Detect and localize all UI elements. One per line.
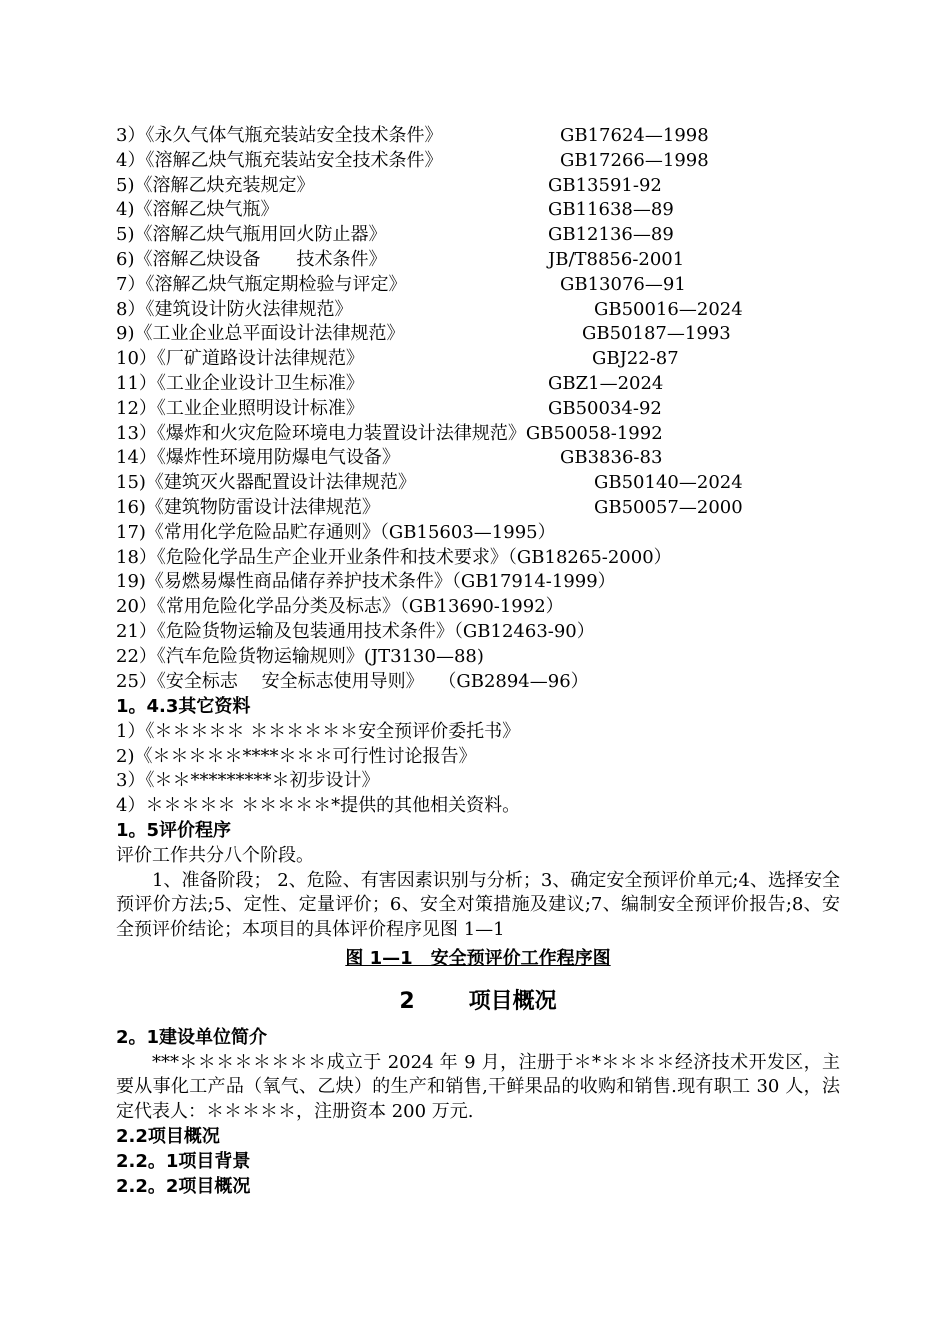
standard-title: 12）《工业企业照明设计标准》 [116, 397, 364, 419]
standard-title: 4)《溶解乙炔气瓶》 [116, 199, 279, 221]
reference-item: 3）《＊＊*********＊初步设计》 [116, 770, 380, 792]
standard-code: GBZ1—2024 [548, 372, 664, 394]
standard-item [116, 546, 916, 571]
standard-item [116, 322, 916, 347]
standard-item [116, 496, 916, 521]
reference-item: 1）《＊＊＊＊＊ ＊＊＊＊＊＊安全预评价委托书》 [116, 720, 521, 742]
standard-title: 6)《溶解乙炔设备 技术条件》 [116, 248, 387, 270]
standard-item [116, 521, 916, 546]
standard-item [116, 298, 916, 323]
standard-item [116, 124, 916, 149]
standard-item [116, 422, 916, 447]
section-heading-2-2: 2.2项目概况 [116, 1125, 220, 1147]
standard-title: 22）《汽车危险货物运输规则》(JT3130—88) [116, 645, 484, 667]
standard-code: GB13591-92 [548, 174, 662, 196]
standard-item [116, 347, 916, 372]
chapter-number: 2 [399, 988, 415, 1014]
reference-item: 4）＊＊＊＊＊ ＊＊＊＊＊*提供的其他相关资料。 [116, 795, 521, 817]
standard-code: GB12136—89 [548, 224, 674, 246]
standard-title: 8）《建筑设计防火法律规范》 [116, 298, 353, 320]
section-heading-2-1: 2。1建设单位简介 [116, 1026, 268, 1048]
chapter-name: 项目概况 [468, 988, 557, 1014]
standard-item [116, 446, 916, 471]
standard-item [116, 273, 916, 298]
section-heading-2-2-1: 2.2。1项目背景 [116, 1150, 251, 1172]
section-intro: 评价工作共分八个阶段。 [116, 844, 314, 866]
section-heading-1-4-3: 1。4.3其它资料 [116, 696, 251, 717]
standard-code: JB/T8856-2001 [548, 248, 685, 270]
company-intro-paragraph: ***＊＊＊＊＊＊＊＊成立于 2024 年 9 月，注册于＊*＊＊＊＊经济技术开发区，主要从事化工产品（氧气、乙炔）的生产和销售,干鲜果品的收购和销售.现有职工 30 人，法定代表人：＊＊＊＊＊，注册资本 200 万元. [116, 1051, 840, 1123]
standard-title: 13）《爆炸和火灾危险环境电力装置设计法律规范》GB50058-1992 [116, 422, 663, 444]
standard-code: GB17266—1998 [560, 149, 709, 171]
section-heading-2-2-2: 2.2。2项目概况 [116, 1175, 251, 1197]
standard-item [116, 174, 916, 199]
figure-caption: 图 1—1 安全预评价工作程序图 [345, 947, 611, 969]
standards-list [116, 124, 916, 694]
section-heading-1-5: 1。5评价程序 [116, 819, 232, 841]
standard-code: GB3836-83 [560, 447, 663, 469]
standard-item [116, 595, 916, 620]
document-body [116, 695, 840, 1199]
standard-title: 18）《危险化学品生产企业开业条件和技术要求》（GB18265-2000） [116, 546, 672, 568]
standard-code: GB11638—89 [548, 199, 674, 221]
reference-item: 2)《＊＊＊＊＊****＊＊＊可行性讨论报告》 [116, 745, 477, 767]
standard-title: 4）《溶解乙炔气瓶充装站安全技术条件》 [116, 149, 443, 171]
standard-item [116, 223, 916, 248]
standard-code: GBJ22-87 [592, 348, 679, 370]
standard-title: 7）《溶解乙炔气瓶定期检验与评定》 [116, 273, 407, 295]
standard-item [116, 620, 916, 645]
standard-code: GB50140—2024 [594, 472, 743, 494]
standard-item [116, 570, 916, 595]
standard-title: 14）《爆炸性环境用防爆电气设备》 [116, 447, 400, 469]
standard-item [116, 645, 916, 670]
standard-item [116, 670, 916, 695]
standard-title: 11）《工业企业设计卫生标准》 [116, 372, 364, 394]
standard-title: 16)《建筑物防雷设计法律规范》 [116, 496, 380, 518]
standard-code: GB50034-92 [548, 397, 662, 419]
standard-code: GB17624—1998 [560, 125, 709, 146]
standard-title: 25）《安全标志 安全标志使用导则》 （GB2894—96） [116, 670, 589, 692]
standard-title: 17)《常用化学危险品贮存通则》（GB15603—1995） [116, 521, 556, 543]
standard-title: 19)《易燃易爆性商品储存养护技术条件》（GB17914-1999） [116, 571, 616, 593]
standard-title: 9)《工业企业总平面设计法律规范》 [116, 323, 405, 345]
standard-item [116, 248, 916, 273]
standard-title: 5)《溶解乙炔气瓶用回火防止器》 [116, 224, 387, 246]
standard-code: GB50187—1993 [582, 323, 731, 345]
standard-title: 15)《建筑灭火器配置设计法律规范》 [116, 472, 416, 494]
standard-title: 10）《厂矿道路设计法律规范》 [116, 348, 364, 370]
standard-item [116, 198, 916, 223]
standard-code: GB50016—2024 [594, 298, 743, 320]
standard-item [116, 471, 916, 496]
standard-item [116, 397, 916, 422]
standard-title: 3）《永久气体气瓶充装站安全技术条件》 [116, 125, 443, 146]
standard-title: 20）《常用危险化学品分类及标志》（GB13690-1992） [116, 596, 564, 618]
standard-code: GB50057—2000 [594, 496, 743, 518]
chapter-title [116, 984, 840, 1020]
standard-item [116, 372, 916, 397]
evaluation-stages-paragraph: 1、准备阶段； 2、危险、有害因素识别与分析；3、确定安全预评价单元;4、选择安全预评价方法;5、定性、定量评价；6、安全对策措施及建议;7、编制安全预评价报告;8、安全预评价结论；本项目的具体评价程序见图 1—1 [116, 869, 840, 941]
standard-title: 5)《溶解乙炔充装规定》 [116, 174, 315, 196]
standard-code: GB13076—91 [560, 273, 686, 295]
standard-title: 21）《危险货物运输及包装通用技术条件》（GB12463-90） [116, 620, 595, 642]
standard-item [116, 149, 916, 174]
